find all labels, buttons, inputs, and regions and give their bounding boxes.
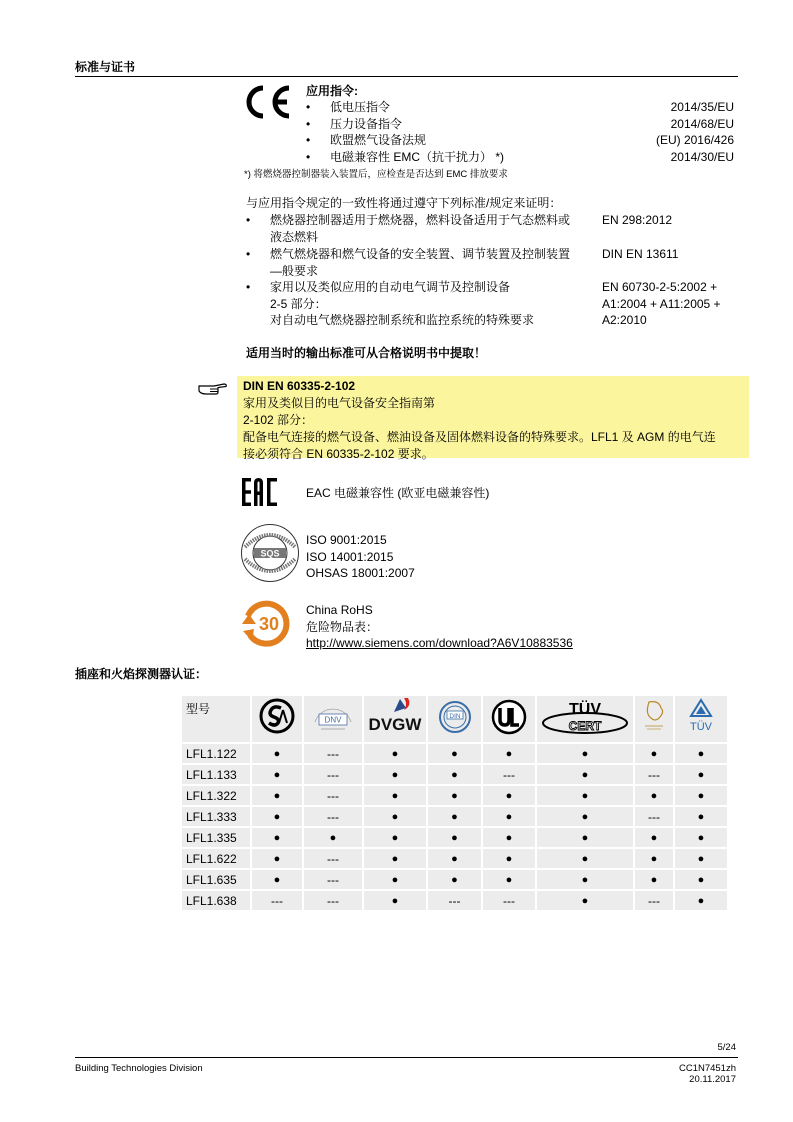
cert-status-cell: ● (537, 807, 633, 826)
cert-status-cell: ● (364, 807, 426, 826)
cert-status-cell: ● (252, 807, 302, 826)
header-divider (75, 76, 738, 77)
cert-table-body (182, 744, 727, 910)
cert-status-cell: ● (635, 786, 673, 805)
model-cell: LFL1.622 (182, 849, 250, 868)
cert-status-cell: ● (252, 744, 302, 763)
cert-status-cell: ● (364, 849, 426, 868)
cert-status-cell: ● (537, 870, 633, 889)
cert-table-row (182, 849, 727, 868)
directive-label: 电磁兼容性 EMC（抗干扰力） *) (330, 149, 505, 164)
cert-status-cell: ● (428, 744, 481, 763)
cert-status-cell: ● (537, 765, 633, 784)
dnv-logo (309, 696, 357, 736)
cert-status-cell: ● (537, 849, 633, 868)
directive-label: 压力设备指令 (330, 116, 403, 131)
cert-status-cell: --- (252, 891, 302, 910)
standard-code: DIN EN 13611 (602, 247, 679, 261)
eac-text: EAC 电磁兼容性 (欧亚电磁兼容性) (306, 486, 490, 500)
dvgw-logo-text: DVGW (368, 715, 422, 734)
cert-status-cell: ● (675, 828, 727, 847)
standard-line: 2-5 部分： (270, 296, 327, 311)
cert-status-cell: ● (537, 891, 633, 910)
model-cell: LFL1.635 (182, 870, 250, 889)
cert-status-cell: ● (428, 870, 481, 889)
cert-status-cell: --- (304, 765, 362, 784)
model-cell: LFL1.133 (182, 765, 250, 784)
cert-status-cell: ● (304, 828, 362, 847)
standard-line: 液态燃料 (270, 229, 319, 244)
standard-code: A1:2004 + A11:2005 + (602, 296, 721, 311)
cert-status-cell: ● (364, 765, 426, 784)
rohs-30-logo (240, 598, 294, 648)
cert-status-cell: ● (675, 807, 727, 826)
directives-list (306, 99, 734, 165)
directive-label: 欧盟燃气设备法规 (330, 133, 427, 147)
standard-line: 燃烧器控制器适用于燃烧器，燃料设备适用于气态燃料或 (270, 213, 571, 227)
cert-status-cell: ● (483, 870, 535, 889)
model-cell: LFL1.335 (182, 828, 250, 847)
cert-table (180, 694, 729, 912)
cert-status-cell: --- (483, 891, 535, 910)
hint-line: 2-102 部分： (243, 413, 314, 427)
tuv-cert-bottom-text: CERT (568, 719, 602, 733)
iso-certs (306, 532, 415, 582)
rohs-line: 危险物品表： (306, 619, 379, 634)
cert-status-cell: ● (675, 744, 727, 763)
cert-status-cell: ● (675, 786, 727, 805)
hint-line: 接必须符合 EN 60335-2-102 要求。 (243, 447, 434, 461)
pointing-hand-icon (198, 381, 228, 395)
bullet: • (306, 116, 311, 131)
cert-status-cell: --- (304, 786, 362, 805)
cert-status-cell: ● (675, 870, 727, 889)
cert-status-cell: --- (304, 744, 362, 763)
cert-status-cell: ● (675, 891, 727, 910)
directives-heading: 应用指令: (306, 84, 358, 98)
standard-line: —般要求 (270, 263, 319, 278)
bullet: • (306, 100, 311, 114)
cert-status-cell: ● (483, 807, 535, 826)
dnv-logo-text: DNV (324, 715, 342, 725)
cert-status-cell: ● (483, 786, 535, 805)
cert-status-cell: ● (675, 765, 727, 784)
rohs-info (306, 602, 573, 652)
dvgw-logo (364, 696, 426, 736)
ul-logo (489, 696, 529, 736)
directive-item (306, 149, 734, 166)
iso-line: ISO 14001:2015 (306, 549, 394, 564)
bullet: • (246, 247, 251, 261)
cert-status-cell: --- (635, 765, 673, 784)
cert-status-cell: ● (252, 765, 302, 784)
document-date: 20.11.2017 (689, 1074, 736, 1085)
cert-status-cell: ● (428, 828, 481, 847)
sqs-logo (240, 523, 300, 583)
cert-status-cell: ● (537, 786, 633, 805)
cert-status-cell: --- (304, 891, 362, 910)
standard-code: EN 298:2012 (602, 213, 673, 227)
eac-logo (241, 476, 279, 508)
model-cell: LFL1.333 (182, 807, 250, 826)
model-col-header: 型号 (182, 696, 250, 742)
tuv-cert-top-text: TÜV (569, 701, 601, 718)
cert-status-cell: ● (252, 849, 302, 868)
plug-cert-heading: 插座和火焰探测器认证： (75, 667, 208, 681)
footer-divider (75, 1057, 738, 1058)
ul-cell (483, 696, 535, 742)
rohs-line: China RoHS (306, 603, 373, 617)
bullet: • (246, 280, 251, 294)
directive-label: 低电压指令 (330, 100, 391, 114)
cert-status-cell: ● (252, 786, 302, 805)
directive-code: 2014/68/EU (670, 116, 734, 131)
din-certco-logo (435, 696, 475, 736)
csa-logo (257, 696, 297, 736)
cert-status-cell: ● (483, 828, 535, 847)
cert-status-cell: ● (428, 849, 481, 868)
cert-status-cell: ● (364, 870, 426, 889)
cert-table-row (182, 870, 727, 889)
ce-mark-logo (243, 84, 293, 120)
cert-status-cell: ● (252, 870, 302, 889)
directive-item (306, 132, 734, 149)
cert-status-cell: ● (364, 828, 426, 847)
csa-cell (252, 696, 302, 742)
iso-line: ISO 9001:2015 (306, 533, 387, 547)
cert-status-cell: ● (428, 786, 481, 805)
standard-line: 对自动电气燃烧器控制系统和监控系统的特殊要求 (270, 313, 535, 327)
cert-table-row (182, 828, 727, 847)
cert-status-cell: --- (428, 891, 481, 910)
din-logo-text: DIN (448, 713, 461, 720)
cert-table-row (182, 891, 727, 910)
cert-status-cell: ● (364, 786, 426, 805)
tuv-cert-logo (539, 696, 631, 736)
australian-gas-cell (635, 696, 673, 742)
cert-status-cell: ● (635, 744, 673, 763)
standard-code: EN 60730-2-5:2002 + (602, 280, 718, 294)
cert-table-row (182, 807, 727, 826)
model-cell: LFL1.638 (182, 891, 250, 910)
standard-line: 燃气燃烧器和燃气设备的安全装置、调节装置及控制装置 (270, 247, 571, 261)
cert-table-row (182, 786, 727, 805)
cert-status-cell: ● (428, 807, 481, 826)
cert-status-cell: --- (304, 807, 362, 826)
emc-footnote: *) 将燃烧器控制器装入装置后，应检查是否达到 EMC 排放要求 (244, 169, 508, 180)
cert-status-cell: ● (635, 849, 673, 868)
cert-status-cell: --- (304, 870, 362, 889)
section-title: 标准与证书 (75, 60, 136, 74)
din-cell (428, 696, 481, 742)
bullet: • (306, 149, 311, 164)
directive-code: 2014/30/EU (670, 149, 734, 164)
rohs-download-link[interactable]: http://www.siemens.com/download?A6V10883536 (306, 636, 573, 650)
tuv-logo (681, 696, 721, 736)
cert-status-cell: --- (635, 891, 673, 910)
directive-item (306, 99, 734, 116)
directive-code: 2014/35/EU (670, 100, 734, 114)
directive-code: (EU) 2016/426 (655, 133, 734, 147)
cert-status-cell: ● (635, 870, 673, 889)
tuv-cell (675, 696, 727, 742)
hint-content (243, 378, 747, 463)
hint-line: 配备电气连接的燃气设备、燃油设备及固体燃料设备的特殊要求。LFL1 及 AGM 的电气连 (243, 430, 716, 444)
cert-status-cell: ● (483, 849, 535, 868)
standard-line: 家用以及类似应用的自动电气调节及控制设备 (270, 280, 511, 294)
cert-status-cell: ● (364, 744, 426, 763)
cert-status-cell: ● (537, 744, 633, 763)
dvgw-cell (364, 696, 426, 742)
standards-note: 适用当时的输出标准可从合格说明书中提取！ (246, 346, 487, 360)
cert-table-header (182, 696, 727, 742)
footer-doc-info (679, 1063, 736, 1085)
australian-gas-logo (639, 696, 669, 736)
cert-status-cell: ● (364, 891, 426, 910)
cert-table-row (182, 744, 727, 763)
standard-code: A2:2010 (602, 313, 647, 327)
cert-status-cell: ● (537, 828, 633, 847)
dnv-cell (304, 696, 362, 742)
cert-status-cell: ● (635, 828, 673, 847)
tuv-cert-cell (537, 696, 633, 742)
directive-item (306, 116, 734, 133)
hint-line: 家用及类似目的电气设备安全指南第 (243, 396, 436, 410)
model-cell: LFL1.322 (182, 786, 250, 805)
tuv-logo-text: TÜV (690, 721, 712, 733)
sqs-logo-text: SQS (260, 548, 280, 559)
cert-status-cell: --- (304, 849, 362, 868)
division-name: Building Technologies Division (75, 1063, 203, 1074)
cert-status-cell: --- (483, 765, 535, 784)
cert-status-cell: ● (675, 849, 727, 868)
cert-status-cell: ● (252, 828, 302, 847)
model-cell: LFL1.122 (182, 744, 250, 763)
cert-status-cell: ● (483, 744, 535, 763)
cert-table-row (182, 765, 727, 784)
page-number: 5/24 (717, 1042, 736, 1053)
hint-title: DIN EN 60335-2-102 (243, 379, 356, 393)
document-number: CC1N7451zh (678, 1063, 736, 1074)
bullet: • (306, 133, 311, 147)
iso-line: OHSAS 18001:2007 (306, 566, 415, 580)
cert-status-cell: --- (635, 807, 673, 826)
rohs-logo-text: 30 (258, 614, 280, 634)
standards-intro: 与应用指令规定的一致性将通过遵守下列标准/规定来证明： (246, 196, 562, 210)
bullet: • (246, 213, 251, 227)
cert-status-cell: ● (428, 765, 481, 784)
